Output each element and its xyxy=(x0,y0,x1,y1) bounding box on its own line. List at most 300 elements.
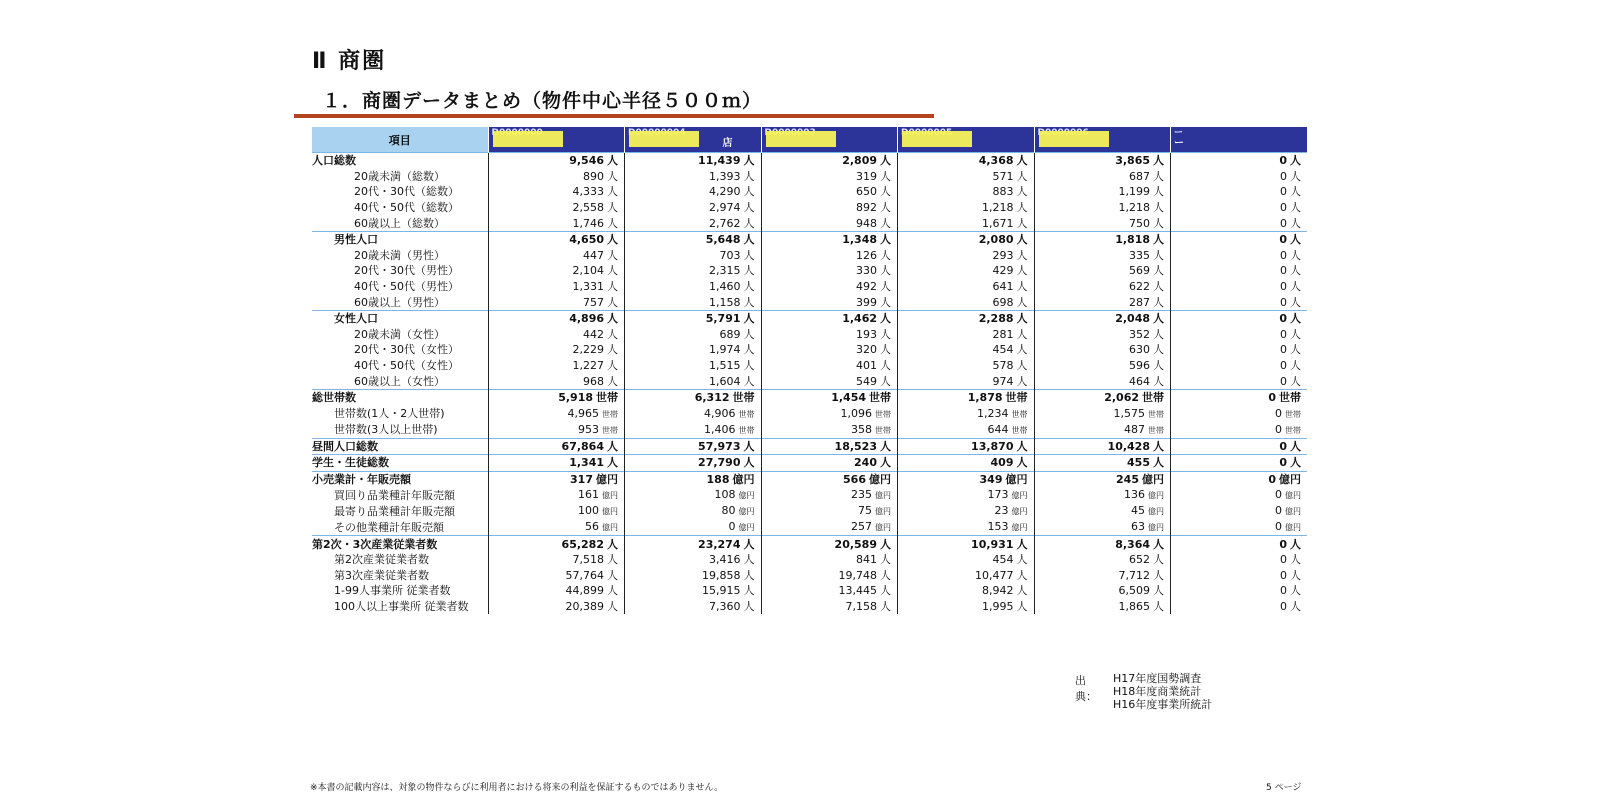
cell-number: 948 xyxy=(856,216,877,230)
cell-unit: 人 xyxy=(743,537,755,551)
cell-number: 2,080 xyxy=(978,233,1014,247)
value-cell xyxy=(625,422,762,439)
cell-number: 2,288 xyxy=(978,312,1014,326)
table-row xyxy=(312,231,1307,247)
cell-unit: 人 xyxy=(880,185,891,199)
cell-unit: 人 xyxy=(607,343,618,357)
cell-unit: 人 xyxy=(1290,264,1301,278)
value-cell xyxy=(488,567,625,583)
value-cell xyxy=(761,231,898,247)
cell-number: 0 xyxy=(1280,343,1287,357)
cell-unit: 億円 xyxy=(1148,523,1164,533)
page-number: 5 ページ xyxy=(1266,783,1302,793)
cell-number: 349 xyxy=(979,472,1003,486)
cell-unit: 人 xyxy=(880,264,891,278)
cell-number: 454 xyxy=(992,343,1014,357)
cell-unit: 人 xyxy=(1153,295,1164,309)
value-cell xyxy=(488,455,625,472)
cell-unit: 人 xyxy=(1290,439,1301,453)
cell-number: 454 xyxy=(992,553,1014,567)
value-cell xyxy=(761,358,898,374)
cell-unit: 人 xyxy=(743,264,755,278)
cell-number: 27,790 xyxy=(698,456,741,470)
cell-number: 330 xyxy=(856,264,877,278)
value-cell xyxy=(625,169,762,185)
cell-unit: 人 xyxy=(743,233,755,247)
cell-unit: 世帯 xyxy=(875,425,891,435)
value-cell xyxy=(1171,406,1308,422)
value-cell xyxy=(488,310,625,326)
value-cell xyxy=(898,342,1035,358)
cell-unit: 世帯 xyxy=(602,425,618,435)
value-cell xyxy=(625,263,762,279)
redaction-mark xyxy=(629,131,699,147)
value-cell xyxy=(625,248,762,264)
cell-number: 1,218 xyxy=(1118,201,1150,215)
cell-unit: 億円 xyxy=(1148,507,1164,517)
cell-number: 0 xyxy=(1279,154,1287,168)
cell-number: 5,648 xyxy=(705,233,741,247)
value-cell xyxy=(761,169,898,185)
value-cell xyxy=(488,200,625,216)
value-cell xyxy=(488,231,625,247)
cell-unit: 人 xyxy=(880,568,891,582)
value-cell xyxy=(761,583,898,599)
cell-unit: 人 xyxy=(1290,456,1301,470)
cell-unit: 人 xyxy=(1290,343,1301,357)
value-cell xyxy=(898,153,1035,169)
cell-unit: 人 xyxy=(1153,439,1164,453)
cell-unit: 人 xyxy=(1290,599,1301,613)
cell-unit: 人 xyxy=(1290,553,1301,567)
cell-number: 0 xyxy=(1280,295,1287,309)
cell-number: 3,416 xyxy=(709,553,741,567)
cell-unit: 億円 xyxy=(1148,491,1164,501)
value-cell xyxy=(898,487,1035,503)
cell-number: 974 xyxy=(992,374,1014,388)
value-cell xyxy=(1171,310,1308,326)
value-cell xyxy=(898,215,1035,231)
row-label: 20歳未満（総数） xyxy=(354,169,445,183)
value-cell xyxy=(1171,536,1308,552)
value-cell xyxy=(1171,342,1308,358)
cell-number: 1,454 xyxy=(831,391,866,405)
cell-unit: 人 xyxy=(607,248,618,262)
row-label: 100人以上事業所 従業者数 xyxy=(334,599,469,613)
cell-unit: 人 xyxy=(880,374,891,388)
cell-number: 5,918 xyxy=(558,391,593,405)
cell-number: 317 xyxy=(570,472,593,486)
cell-unit: 人 xyxy=(1290,201,1301,215)
cell-unit: 億円 xyxy=(1279,472,1301,486)
value-cell xyxy=(488,487,625,503)
cell-unit: 人 xyxy=(1290,327,1301,341)
cell-unit: 億円 xyxy=(738,523,755,533)
value-cell xyxy=(1171,200,1308,216)
value-cell xyxy=(625,389,762,405)
value-cell xyxy=(1171,153,1308,169)
cell-unit: 人 xyxy=(1016,584,1028,598)
value-cell xyxy=(898,567,1035,583)
value-cell xyxy=(1171,263,1308,279)
cell-number: 622 xyxy=(1129,280,1150,294)
disclaimer-text: ※本書の記載内容は、対象の物件ならびに利用者における将来の利益を保証するものではありません。 xyxy=(310,783,724,793)
table-row xyxy=(312,422,1307,439)
cell-unit: 世帯 xyxy=(1011,425,1028,435)
cell-number: 19,748 xyxy=(838,568,877,582)
cell-number: 319 xyxy=(856,169,877,183)
cell-number: 1,974 xyxy=(709,343,741,357)
cell-unit: 人 xyxy=(743,359,755,373)
cell-unit: 人 xyxy=(1153,456,1164,470)
cell-number: 566 xyxy=(843,472,866,486)
cell-number: 293 xyxy=(992,248,1014,262)
source-line: H18年度商業統計 xyxy=(1113,685,1202,698)
cell-number: 455 xyxy=(1127,456,1150,470)
value-cell xyxy=(898,552,1035,568)
cell-unit: 人 xyxy=(1016,216,1028,230)
cell-unit: 億円 xyxy=(875,507,891,517)
value-cell xyxy=(1034,231,1171,247)
cell-number: 56 xyxy=(585,520,599,534)
value-cell xyxy=(1034,263,1171,279)
value-cell xyxy=(488,471,625,487)
cell-number: 968 xyxy=(583,374,604,388)
row-label: 60歳以上（女性） xyxy=(354,374,445,388)
cell-number: 9,546 xyxy=(569,154,604,168)
value-cell xyxy=(1034,184,1171,200)
value-cell xyxy=(488,342,625,358)
value-cell xyxy=(1171,279,1308,295)
row-label: 昼間人口総数 xyxy=(312,438,488,455)
cell-unit: 人 xyxy=(1290,537,1301,551)
cell-number: 136 xyxy=(1124,488,1145,502)
cell-unit: 人 xyxy=(1016,233,1028,247)
value-cell xyxy=(898,279,1035,295)
table-row xyxy=(312,310,1307,326)
cell-number: 442 xyxy=(583,327,604,341)
value-cell xyxy=(1171,503,1308,519)
value-cell xyxy=(1171,438,1308,455)
value-cell xyxy=(1034,279,1171,295)
cell-unit: 世帯 xyxy=(875,409,891,419)
cell-number: 0 xyxy=(1279,439,1287,453)
value-cell xyxy=(1171,519,1308,536)
value-cell xyxy=(488,184,625,200)
cell-unit: 人 xyxy=(607,568,618,582)
cell-number: 0 xyxy=(1280,280,1287,294)
value-cell xyxy=(1034,310,1171,326)
cell-unit: 人 xyxy=(1016,374,1028,388)
cell-number: 6,509 xyxy=(1118,584,1150,598)
cell-unit: 人 xyxy=(743,185,755,199)
row-label: 1-99人事業所 従業者数 xyxy=(334,584,451,598)
value-cell xyxy=(1034,552,1171,568)
table-row xyxy=(312,599,1307,615)
store-column-header xyxy=(898,127,1035,153)
cell-number: 335 xyxy=(1129,248,1150,262)
section-title: Ⅱ 商圏 xyxy=(312,49,387,74)
cell-unit: 億円 xyxy=(738,491,755,501)
cell-number: 571 xyxy=(992,169,1014,183)
value-cell xyxy=(761,248,898,264)
value-cell xyxy=(898,310,1035,326)
value-cell xyxy=(1034,215,1171,231)
cell-unit: 人 xyxy=(1290,568,1301,582)
cell-unit: 人 xyxy=(1153,599,1164,613)
value-cell xyxy=(625,471,762,487)
cell-number: 1,406 xyxy=(704,422,736,436)
cell-unit: 人 xyxy=(743,154,755,168)
value-cell xyxy=(488,599,625,615)
value-cell xyxy=(625,552,762,568)
cell-number: 193 xyxy=(856,327,877,341)
cell-unit: 人 xyxy=(1016,201,1028,215)
value-cell xyxy=(488,327,625,343)
table-row xyxy=(312,536,1307,552)
value-cell xyxy=(1034,248,1171,264)
cell-unit: 人 xyxy=(1016,295,1028,309)
value-cell xyxy=(1171,487,1308,503)
row-label: 最寄り品業種計年販売額 xyxy=(334,504,455,518)
value-cell xyxy=(761,153,898,169)
value-cell xyxy=(761,422,898,439)
cell-unit: 人 xyxy=(1290,185,1301,199)
cell-number: 892 xyxy=(856,201,877,215)
cell-unit: 人 xyxy=(607,201,618,215)
cell-unit: 億円 xyxy=(869,472,891,486)
cell-number: 0 xyxy=(1280,359,1287,373)
table-row xyxy=(312,583,1307,599)
cell-unit: 人 xyxy=(1016,568,1028,582)
cell-number: 1,460 xyxy=(709,280,741,294)
cell-unit: 世帯 xyxy=(1285,425,1301,435)
value-cell xyxy=(488,248,625,264)
cell-unit: 人 xyxy=(607,312,618,326)
cell-unit: 人 xyxy=(1016,537,1028,551)
table-header-row xyxy=(312,127,1307,153)
value-cell xyxy=(625,215,762,231)
value-cell xyxy=(1034,536,1171,552)
value-cell xyxy=(1171,358,1308,374)
table-row xyxy=(312,406,1307,422)
cell-number: 3,865 xyxy=(1115,154,1150,168)
cell-number: 0 xyxy=(1268,391,1276,405)
cell-number: 689 xyxy=(719,327,741,341)
table-row xyxy=(312,487,1307,503)
value-cell xyxy=(761,503,898,519)
cell-unit: 人 xyxy=(743,295,755,309)
redaction-mark xyxy=(902,131,972,147)
value-cell xyxy=(898,358,1035,374)
cell-number: 1,341 xyxy=(569,456,604,470)
value-cell xyxy=(898,184,1035,200)
cell-number: 4,368 xyxy=(978,154,1014,168)
value-cell xyxy=(761,552,898,568)
cell-number: 0 xyxy=(1275,504,1282,518)
value-cell xyxy=(898,389,1035,405)
cell-number: 8,942 xyxy=(982,584,1014,598)
cell-unit: 人 xyxy=(1153,280,1164,294)
row-label: 40代・50代（女性） xyxy=(354,359,459,373)
source-line: H16年度事業所統計 xyxy=(1113,698,1213,711)
value-cell xyxy=(898,231,1035,247)
store-column-header xyxy=(761,127,898,153)
cell-unit: 人 xyxy=(880,553,891,567)
cell-unit: 人 xyxy=(1153,568,1164,582)
cell-number: 44,899 xyxy=(565,584,604,598)
cell-number: 287 xyxy=(1129,295,1150,309)
cell-unit: 人 xyxy=(1290,584,1301,598)
value-cell xyxy=(488,422,625,439)
source-label: 出典： xyxy=(1075,674,1097,703)
cell-unit: 億円 xyxy=(602,523,618,533)
cell-number: 8,364 xyxy=(1115,537,1150,551)
table-row xyxy=(312,389,1307,405)
value-cell xyxy=(1034,487,1171,503)
cell-number: 644 xyxy=(987,422,1009,436)
row-label: 世帯数(1人・2人世帯) xyxy=(334,407,445,420)
cell-number: 0 xyxy=(1275,406,1282,420)
cell-unit: 人 xyxy=(1016,169,1028,183)
cell-number: 1,096 xyxy=(840,406,872,420)
cell-unit: 億円 xyxy=(875,491,891,501)
value-cell xyxy=(761,327,898,343)
cell-number: 0 xyxy=(1280,327,1287,341)
cell-number: 890 xyxy=(583,169,604,183)
cell-unit: 億円 xyxy=(732,472,755,486)
value-cell xyxy=(625,438,762,455)
cell-number: 2,104 xyxy=(572,264,604,278)
cell-unit: 億円 xyxy=(1285,523,1301,533)
cell-number: 10,931 xyxy=(971,537,1014,551)
cell-number: 757 xyxy=(583,295,604,309)
cell-unit: 人 xyxy=(1153,248,1164,262)
value-cell xyxy=(761,599,898,615)
cell-number: 1,671 xyxy=(982,216,1014,230)
cell-number: 2,315 xyxy=(709,264,741,278)
cell-number: 1,995 xyxy=(982,599,1014,613)
value-cell xyxy=(898,327,1035,343)
cell-number: 750 xyxy=(1129,216,1150,230)
cell-unit: 人 xyxy=(1153,169,1164,183)
value-cell xyxy=(898,294,1035,310)
cell-number: 492 xyxy=(856,280,877,294)
cell-unit: 人 xyxy=(880,599,891,613)
value-cell xyxy=(898,519,1035,536)
cell-number: 11,439 xyxy=(698,154,741,168)
cell-unit: 億円 xyxy=(1285,507,1301,517)
table-row xyxy=(312,200,1307,216)
value-cell xyxy=(625,200,762,216)
value-cell xyxy=(761,438,898,455)
cell-number: 0 xyxy=(1268,472,1276,486)
cell-unit: 億円 xyxy=(875,523,891,533)
cell-number: 23,274 xyxy=(698,537,741,551)
cell-number: 2,762 xyxy=(709,216,741,230)
cell-number: 173 xyxy=(987,488,1009,502)
value-cell xyxy=(625,153,762,169)
value-cell xyxy=(898,536,1035,552)
cell-number: 1,462 xyxy=(842,312,877,326)
cell-unit: 人 xyxy=(743,568,755,582)
value-cell xyxy=(1171,471,1308,487)
cell-number: 13,870 xyxy=(971,439,1014,453)
source-list xyxy=(1113,672,1212,711)
table-row xyxy=(312,169,1307,185)
cell-unit: 億円 xyxy=(738,507,755,517)
value-cell xyxy=(488,279,625,295)
cell-number: 100 xyxy=(578,504,599,518)
value-cell xyxy=(488,583,625,599)
cell-unit: 人 xyxy=(1290,169,1301,183)
cell-unit: 世帯 xyxy=(1005,391,1028,405)
cell-number: 126 xyxy=(856,248,877,262)
cell-number: 20,389 xyxy=(565,599,604,613)
cell-unit: 世帯 xyxy=(1285,409,1301,419)
cell-number: 281 xyxy=(992,327,1014,341)
row-label: 女性人口 xyxy=(312,310,488,326)
cell-unit: 人 xyxy=(1153,584,1164,598)
cell-number: 153 xyxy=(987,520,1009,534)
cell-number: 161 xyxy=(578,488,599,502)
cell-number: 487 xyxy=(1124,422,1145,436)
cell-number: 687 xyxy=(1129,169,1150,183)
cell-number: 240 xyxy=(854,456,877,470)
table-row xyxy=(312,342,1307,358)
cell-unit: 人 xyxy=(1290,295,1301,309)
cell-number: 2,558 xyxy=(572,201,604,215)
row-label: 20歳未満（男性） xyxy=(354,248,445,262)
value-cell xyxy=(488,536,625,552)
cell-number: 1,331 xyxy=(572,280,604,294)
cell-unit: 人 xyxy=(1290,248,1301,262)
table-row xyxy=(312,373,1307,389)
value-cell xyxy=(1171,248,1308,264)
cell-number: 45 xyxy=(1131,504,1145,518)
row-label: 20代・30代（女性） xyxy=(354,343,459,357)
cell-unit: 人 xyxy=(880,359,891,373)
value-cell xyxy=(761,215,898,231)
cell-number: 698 xyxy=(992,295,1014,309)
cell-number: 67,864 xyxy=(561,439,604,453)
cell-number: 0 xyxy=(1279,233,1287,247)
value-cell xyxy=(761,406,898,422)
cell-unit: 人 xyxy=(1153,216,1164,230)
cell-number: 75 xyxy=(858,504,872,518)
value-cell xyxy=(625,310,762,326)
value-cell xyxy=(898,599,1035,615)
cell-unit: 人 xyxy=(1153,264,1164,278)
cell-unit: 世帯 xyxy=(1148,425,1164,435)
cell-number: 4,965 xyxy=(567,406,599,420)
cell-unit: 人 xyxy=(880,216,891,230)
cell-number: 0 xyxy=(1280,169,1287,183)
value-cell xyxy=(625,567,762,583)
value-cell xyxy=(898,422,1035,439)
value-cell xyxy=(898,263,1035,279)
cell-number: 0 xyxy=(1280,248,1287,262)
cell-number: 0 xyxy=(1280,599,1287,613)
cell-number: 65,282 xyxy=(561,537,604,551)
value-cell xyxy=(625,487,762,503)
redaction-mark xyxy=(1039,131,1109,147)
value-cell xyxy=(761,200,898,216)
cell-number: 578 xyxy=(992,359,1014,373)
cell-unit: 人 xyxy=(743,553,755,567)
cell-number: 257 xyxy=(851,520,872,534)
value-cell xyxy=(488,406,625,422)
